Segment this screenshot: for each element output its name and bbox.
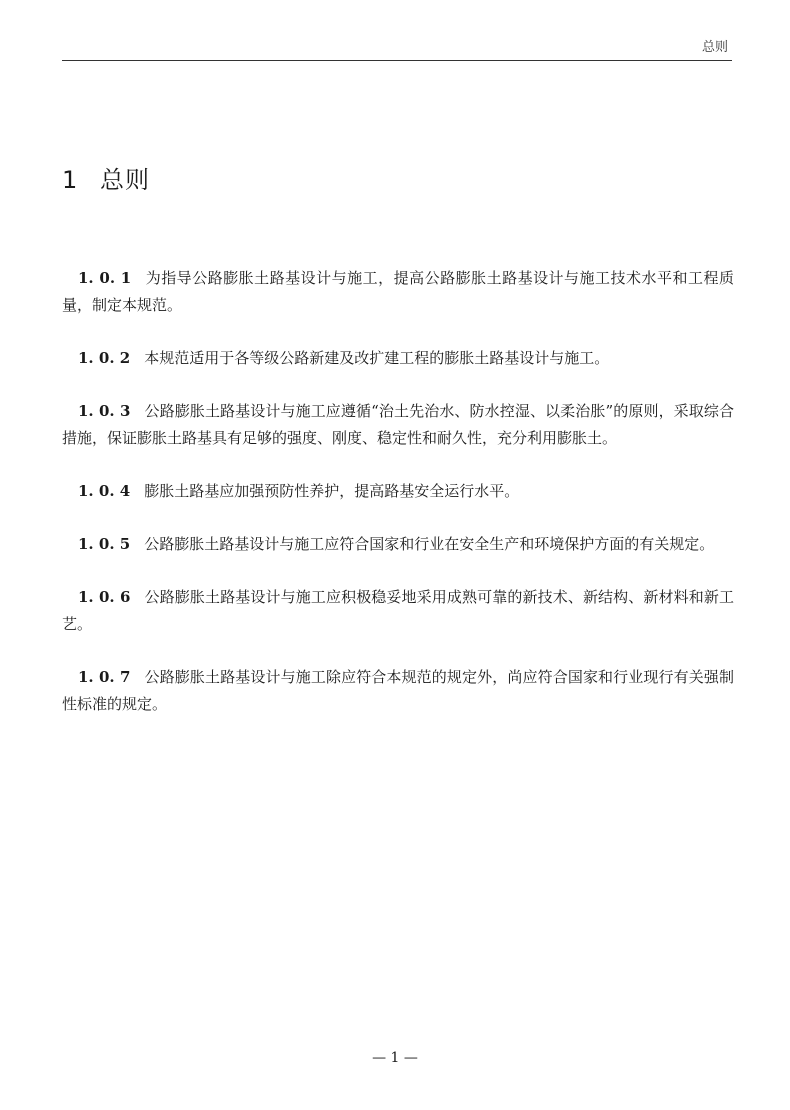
clause-number: 1. 0. 4	[78, 482, 131, 500]
clause	[62, 478, 734, 505]
clause	[62, 664, 734, 718]
clause-list	[62, 265, 734, 744]
clause-text: 公路膨胀土路基设计与施工应符合国家和行业在安全生产和环境保护方面的有关规定。	[144, 535, 715, 553]
chapter-title-text: 总则	[100, 166, 150, 194]
clause	[62, 531, 734, 558]
page-number: — 1 —	[372, 1050, 418, 1066]
clause-text: 膨胀土路基应加强预防性养护，提高路基安全运行水平。	[144, 482, 520, 500]
clause	[62, 398, 734, 452]
clause-number: 1. 0. 1	[78, 269, 132, 287]
clause	[62, 265, 734, 319]
header-rule	[62, 60, 732, 61]
clause-text: 为指导公路膨胀土路基设计与施工，提高公路膨胀土路基设计与施工技术水平和工程质量，制定本规范。	[62, 269, 734, 314]
chapter-title	[62, 160, 150, 195]
chapter-number: 1	[62, 166, 79, 194]
clause-text: 本规范适用于各等级公路新建及改扩建工程的膨胀土路基设计与施工。	[144, 349, 610, 367]
clause-number: 1. 0. 2	[78, 349, 131, 367]
running-head: 总则	[701, 40, 728, 55]
clause-number: 1. 0. 7	[78, 668, 131, 686]
clause-number: 1. 0. 5	[78, 535, 131, 553]
clause-number: 1. 0. 3	[78, 402, 131, 420]
clause	[62, 345, 734, 372]
clause-text: 公路膨胀土路基设计与施工除应符合本规范的规定外，尚应符合国家和行业现行有关强制性标准的规定。	[62, 668, 734, 713]
clause-text: 公路膨胀土路基设计与施工应遵循“治土先治水、防水控湿、以柔治胀”的原则，采取综合措施，保证膨胀土路基具有足够的强度、刚度、稳定性和耐久性，充分利用膨胀土。	[62, 402, 735, 447]
clause-text: 公路膨胀土路基设计与施工应积极稳妥地采用成熟可靠的新技术、新结构、新材料和新工艺。	[62, 588, 734, 633]
clause-number: 1. 0. 6	[78, 588, 131, 606]
clause	[62, 584, 734, 638]
